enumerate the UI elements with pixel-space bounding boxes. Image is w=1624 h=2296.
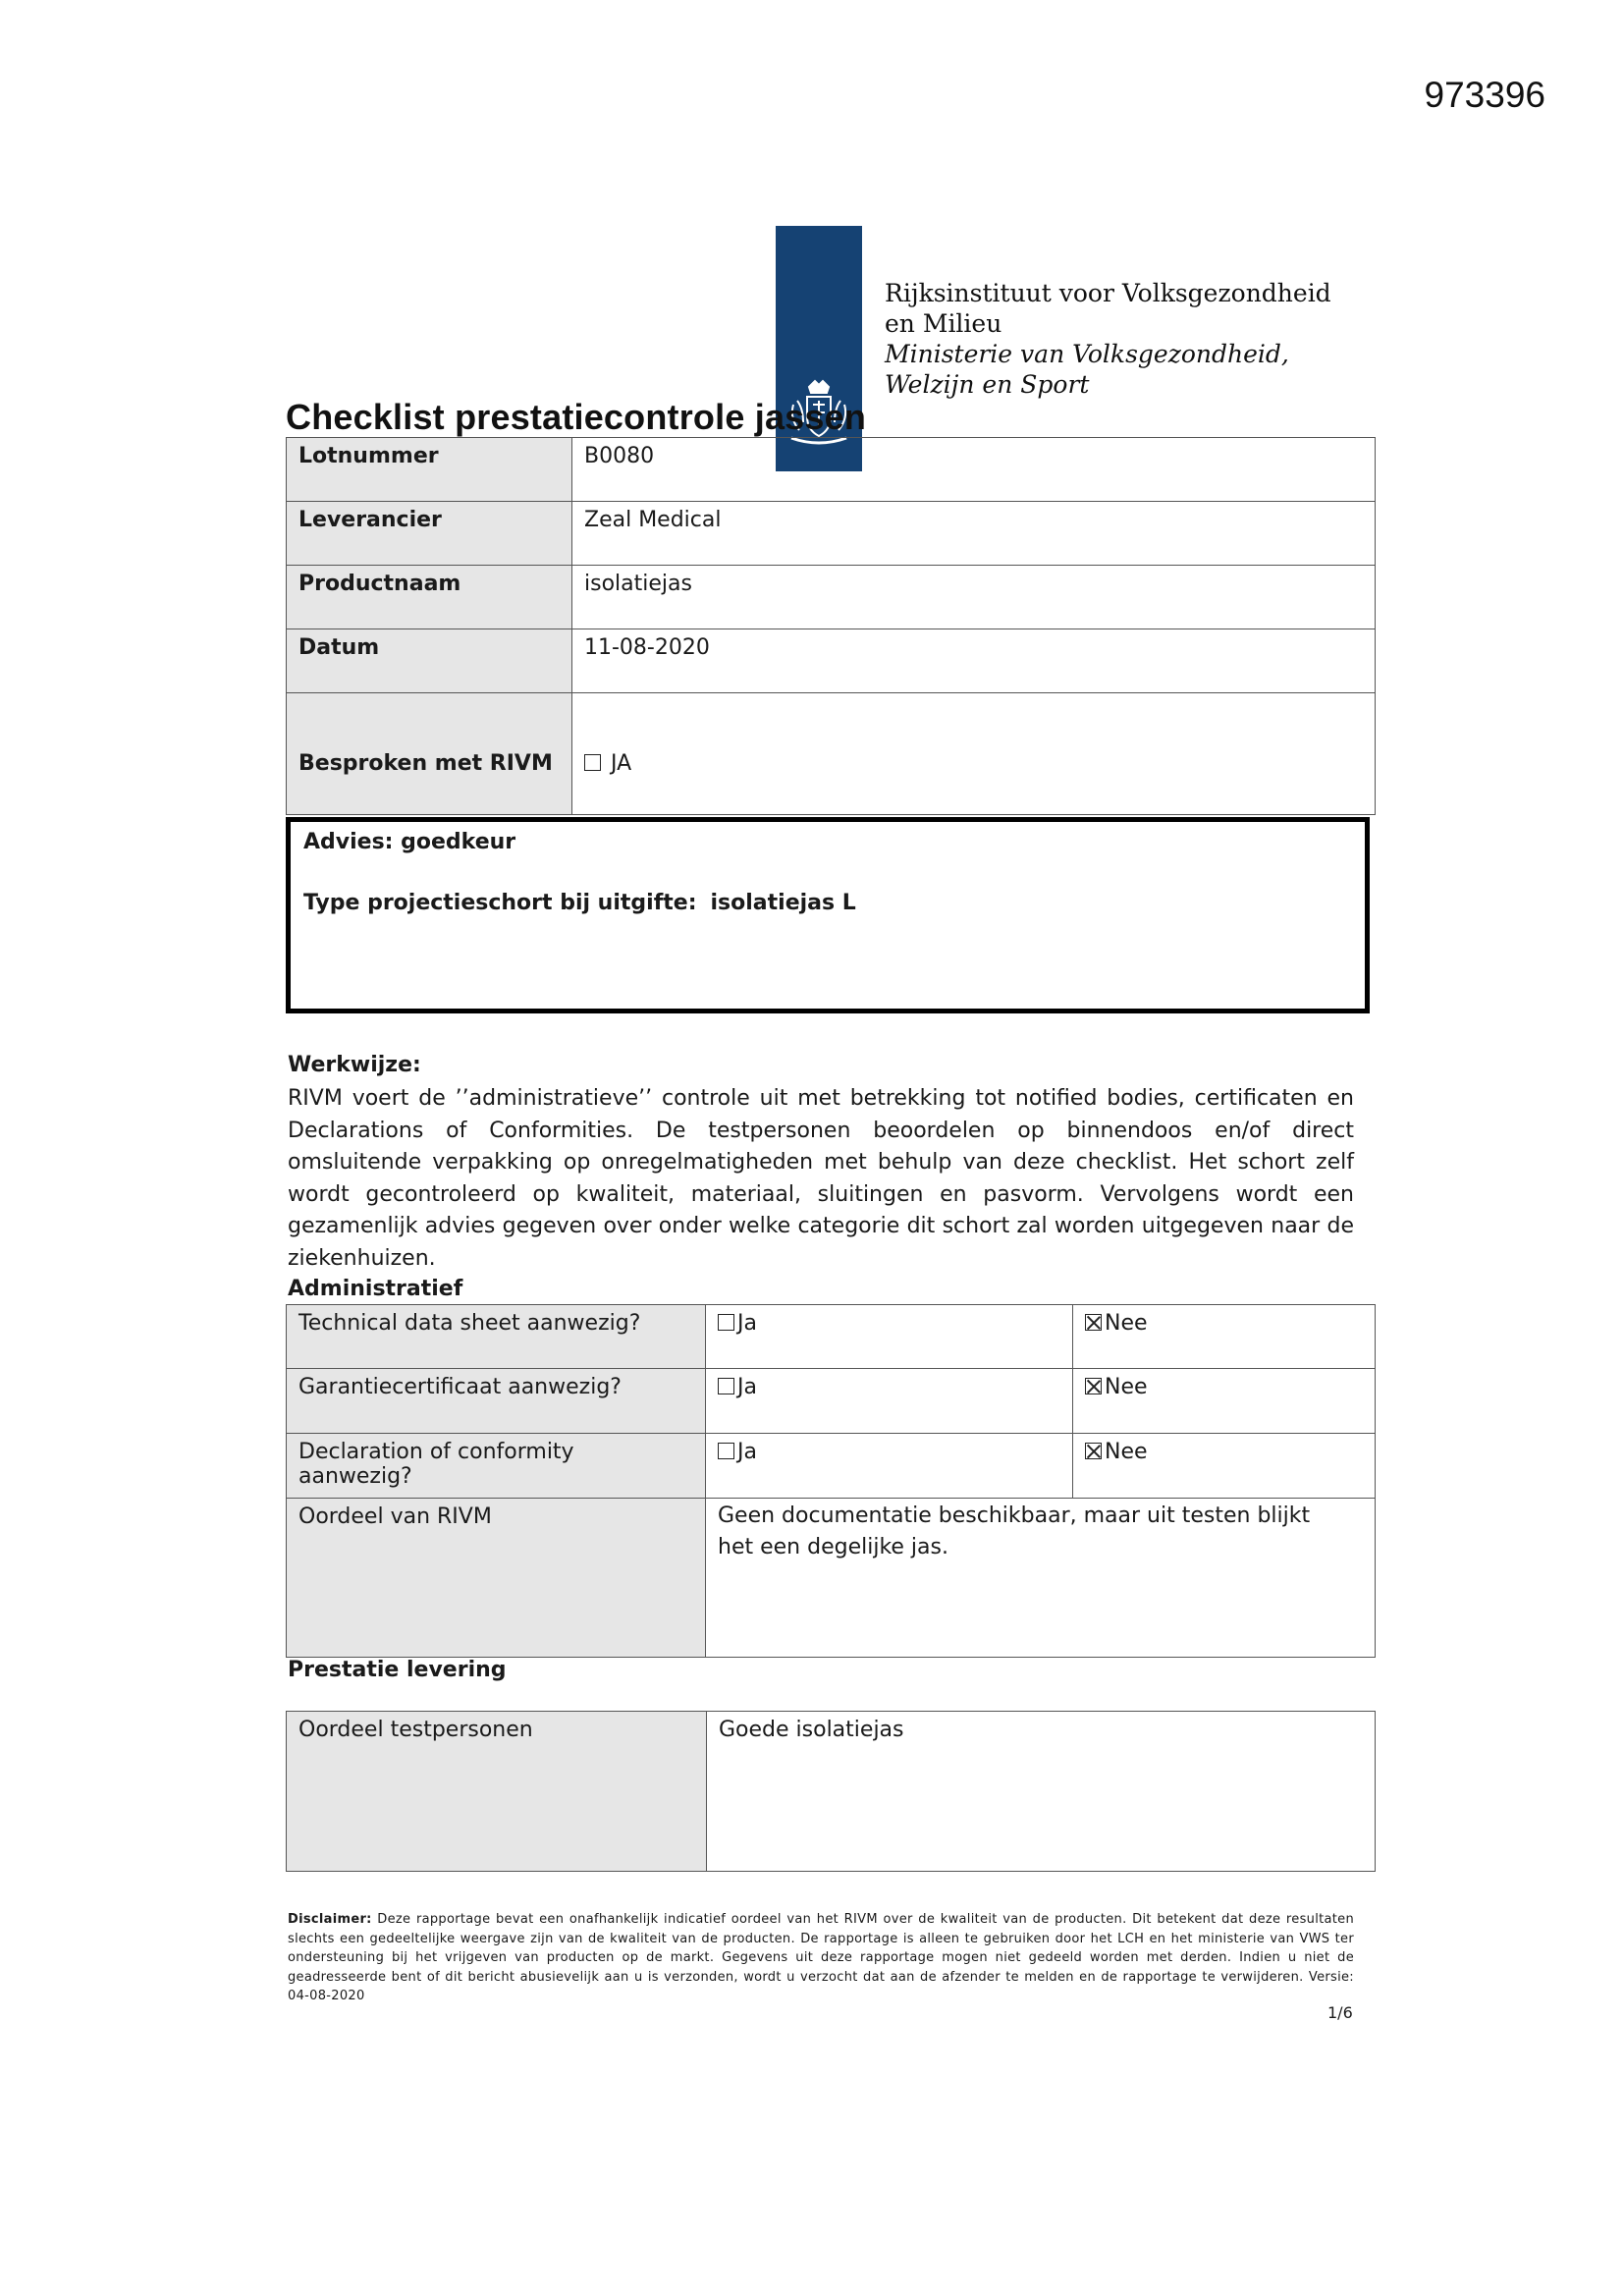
checkbox-empty-icon[interactable] xyxy=(718,1443,734,1459)
checkbox-checked-x-icon[interactable] xyxy=(1085,1314,1102,1331)
oordeel-rivm-label: Oordeel van RIVM xyxy=(298,1504,492,1529)
discussed-value-cell xyxy=(572,732,1375,776)
table-row xyxy=(287,438,1376,502)
advice-type-line xyxy=(303,891,856,915)
disclaimer xyxy=(288,1910,1354,2006)
no-label: Nee xyxy=(1105,1375,1148,1399)
table-row xyxy=(287,502,1376,566)
lot-label: Lotnummer xyxy=(298,444,439,468)
org-line-3: Ministerie van Volksgezondheid, xyxy=(885,340,1289,368)
checkbox-empty-icon[interactable] xyxy=(584,754,601,771)
supplier-label: Leverancier xyxy=(298,508,442,532)
advice-line: Advies: goedkeur xyxy=(303,830,516,854)
lot-value: B0080 xyxy=(584,444,655,468)
question-label: Garantiecertificaat aanwezig? xyxy=(298,1375,622,1399)
table-row xyxy=(287,1499,1376,1658)
table-row xyxy=(287,629,1376,693)
disclaimer-label: Disclaimer: xyxy=(288,1912,372,1927)
discussed-label: Besproken met RIVM xyxy=(298,751,553,776)
advice-type-label: Type projectieschort bij uitgifte: xyxy=(303,891,697,915)
yes-label: Ja xyxy=(737,1375,757,1399)
question-label: Declaration of conformity aanwezig? xyxy=(298,1440,574,1489)
advice-type-value: isolatiejas L xyxy=(710,891,856,915)
advice-box xyxy=(286,817,1370,1013)
table-row xyxy=(287,1712,1376,1872)
table-row xyxy=(287,1434,1376,1499)
oordeel-testpersonen-label: Oordeel testpersonen xyxy=(298,1718,533,1742)
checkbox-empty-icon[interactable] xyxy=(718,1378,734,1394)
supplier-value: Zeal Medical xyxy=(584,508,722,532)
no-label: Nee xyxy=(1105,1311,1148,1336)
table-row xyxy=(287,1305,1376,1369)
product-value: isolatiejas xyxy=(584,572,692,596)
page-number: 1/6 xyxy=(1327,2003,1353,2022)
product-info-table xyxy=(286,437,1376,815)
prestatie-heading: Prestatie levering xyxy=(288,1658,507,1682)
page-title: Checklist prestatiecontrole jassen xyxy=(286,397,867,437)
yes-label: Ja xyxy=(737,1311,757,1336)
organization-name xyxy=(885,278,1331,400)
checkbox-empty-icon[interactable] xyxy=(718,1314,734,1331)
werkwijze-text: RIVM voert de ’’administratieve’’ controle uit met betrekking tot notified bodies, certificaten en Declarations of Conformities. De testpersonen beoordelen op binnendoos en/of direct omsluitende verpakking op onregelmatigheden met behulp van deze checklist. Het schort zelf wordt gecontroleerd op kwaliteit, materiaal, sluitingen en pasvorm. Vervolgens wordt een gezamenlijk advies gegeven over onder welke categorie dit schort zal worden uitgegeven naar de ziekenhuizen. xyxy=(288,1086,1354,1271)
question-label: Technical data sheet aanwezig? xyxy=(298,1311,641,1336)
org-line-4: Welzijn en Sport xyxy=(885,370,1090,399)
org-line-2: en Milieu xyxy=(885,309,1002,338)
administratief-heading: Administratief xyxy=(288,1277,463,1301)
prestatie-table xyxy=(286,1711,1376,1872)
oordeel-rivm-value: Geen documentatie beschikbaar, maar uit testen blijkt het een degelijke jas. xyxy=(718,1503,1311,1559)
date-label: Datum xyxy=(298,635,380,660)
no-label: Nee xyxy=(1105,1440,1148,1464)
checkbox-checked-x-icon[interactable] xyxy=(1085,1378,1102,1394)
table-row xyxy=(287,693,1376,815)
product-label: Productnaam xyxy=(298,572,461,596)
date-value: 11-08-2020 xyxy=(584,635,710,660)
document-id: 973396 xyxy=(1424,75,1545,115)
disclaimer-text: Deze rapportage bevat een onafhankelijk indicatief oordeel van het RIVM over de kwaliteit van de producten. Dit betekent dat deze resultaten slechts een gedeeltelijke weergave zijn van de kwaliteit van de producten. De rapportage is alleen te gebruiken door het LCH en het ministerie van VWS ter ondersteuning bij het vrijgeven van producten op de markt. Gegevens uit deze rapportage mogen niet gedeeld worden met derden. Indien u niet de geadresseerde bent of dit bericht abusievelijk aan u is verzonden, wordt u verzocht dat aan de afzender te melden en de rapportage te verwijderen. Versie: 04-08-2020 xyxy=(288,1912,1354,2003)
werkwijze-heading: Werkwijze: xyxy=(288,1053,421,1077)
discussed-value: JA xyxy=(611,751,632,776)
org-line-1: Rijksinstituut voor Volksgezondheid xyxy=(885,279,1331,307)
table-row xyxy=(287,566,1376,629)
oordeel-testpersonen-value: Goede isolatiejas xyxy=(719,1718,904,1742)
checkbox-checked-x-icon[interactable] xyxy=(1085,1443,1102,1459)
yes-label: Ja xyxy=(737,1440,757,1464)
administratief-table xyxy=(286,1304,1376,1658)
table-row xyxy=(287,1369,1376,1434)
